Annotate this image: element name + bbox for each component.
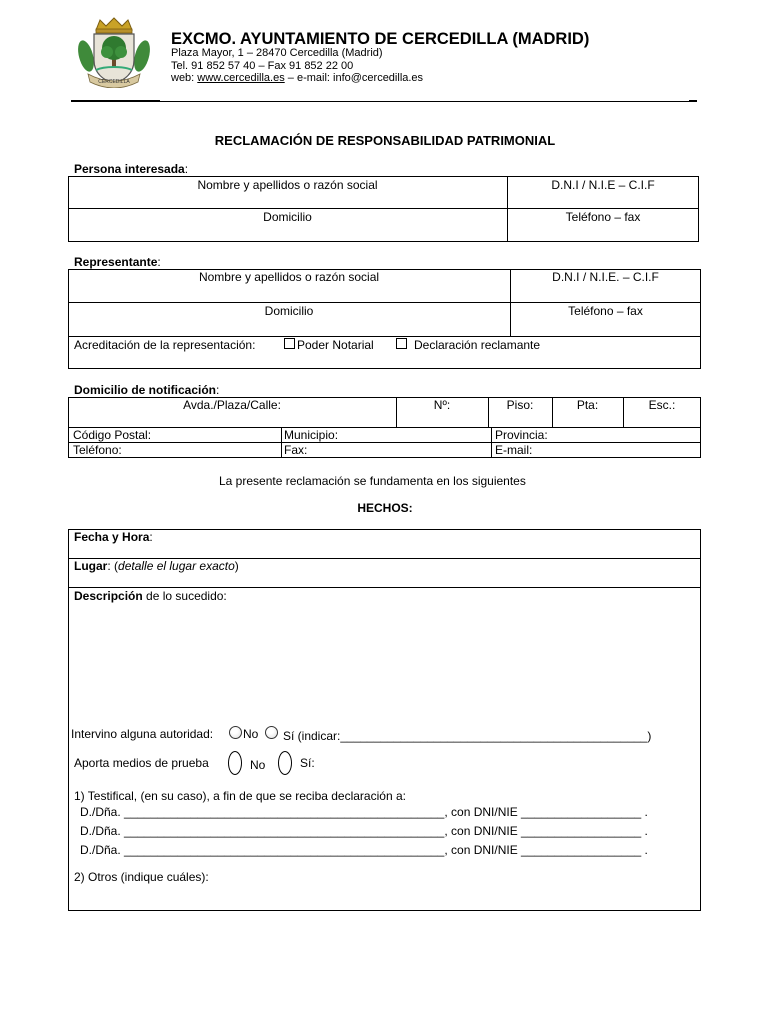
- fundamento-text: La presente reclamación se fundamenta en los siguientes: [219, 474, 526, 488]
- poder-notarial-label: Poder Notarial: [297, 338, 374, 352]
- representante-heading-label: Representante: [74, 255, 158, 269]
- interesada-dni-field[interactable]: D.N.I / N.I.E – C.I.F: [551, 178, 655, 192]
- representante-heading: [74, 255, 161, 269]
- interesada-heading: [74, 162, 188, 176]
- prueba-no-label: No: [250, 758, 266, 772]
- fecha-hora-colon: :: [149, 530, 153, 544]
- header-rule-right-thick: [689, 100, 697, 102]
- autoridad-si-radio[interactable]: [265, 726, 278, 739]
- notif-bottom-col-2: [491, 427, 492, 458]
- testifical-text: 1) Testifical, (en su caso), a fin de que se reciba declaración a:: [74, 789, 406, 803]
- piso-field[interactable]: Piso:: [506, 398, 534, 412]
- header-address: Plaza Mayor, 1 – 28470 Cercedilla (Madrid): [171, 47, 383, 59]
- representante-heading-colon: :: [157, 255, 161, 269]
- poder-notarial-checkbox[interactable]: [284, 338, 295, 349]
- fax-field[interactable]: Fax:: [284, 443, 308, 457]
- codigo-postal-field[interactable]: Código Postal:: [73, 428, 152, 442]
- web-link[interactable]: www.cercedilla.es: [197, 72, 285, 84]
- notificacion-heading-colon: :: [216, 383, 220, 397]
- autoridad-no-label: No: [243, 727, 259, 741]
- prueba-si-option[interactable]: [278, 751, 292, 775]
- hechos-title: HECHOS:: [357, 501, 413, 515]
- testigo-line[interactable]: D./Dña. ________________________________________________, con DNI/NIE __________________ .: [80, 843, 648, 857]
- web-prefix: web:: [171, 72, 198, 84]
- pta-field[interactable]: Pta:: [576, 398, 599, 412]
- descripcion-label: Descripción: [74, 589, 143, 603]
- representante-domicilio-field[interactable]: Domicilio: [264, 304, 314, 318]
- lugar-close: ): [234, 559, 239, 573]
- lugar-colon: : (: [107, 559, 119, 573]
- representante-table: [68, 269, 701, 369]
- notificacion-heading: [74, 383, 219, 397]
- notif-bottom-row-divider: [68, 442, 701, 443]
- otros-text: 2) Otros (indique cuáles):: [74, 870, 209, 884]
- interesada-row-divider: [68, 208, 699, 209]
- interesada-heading-colon: :: [184, 162, 189, 176]
- descripcion-rest: de lo sucedido:: [142, 589, 227, 603]
- representante-telefono-field[interactable]: Teléfono – fax: [568, 304, 643, 318]
- telefono-field[interactable]: Teléfono:: [73, 443, 122, 457]
- representante-dni-field[interactable]: D.N.I / N.I.E. – C.I.F: [552, 270, 659, 284]
- esc-field[interactable]: Esc.:: [648, 398, 676, 412]
- representante-name-field[interactable]: Nombre y apellidos o razón social: [198, 270, 380, 284]
- logo-ribbon-text: CERCEDILLA: [98, 79, 130, 85]
- declaracion-reclamante-checkbox[interactable]: [396, 338, 407, 349]
- lugar-field[interactable]: [74, 559, 239, 573]
- acreditacion-label: Acreditación de la representación:: [74, 338, 256, 352]
- page-title: EXCMO. AYUNTAMIENTO DE CERCEDILLA (MADRID): [171, 30, 590, 48]
- representante-row-divider-1: [68, 302, 701, 303]
- lugar-label: Lugar: [74, 559, 108, 573]
- fecha-hora-field[interactable]: [74, 530, 153, 544]
- header-web: [171, 71, 423, 85]
- interesada-telefono-field[interactable]: Teléfono – fax: [565, 210, 641, 224]
- provincia-field[interactable]: Provincia:: [495, 428, 548, 442]
- prueba-no-option[interactable]: [228, 751, 242, 775]
- form-title: RECLAMACIÓN DE RESPONSABILIDAD PATRIMONIAL: [214, 133, 556, 148]
- web-email: – e-mail: info@cercedilla.es: [284, 72, 424, 84]
- autoridad-label: Intervino alguna autoridad:: [71, 727, 214, 741]
- testigo-line[interactable]: D./Dña. ________________________________________________, con DNI/NIE __________________ .: [80, 805, 648, 819]
- descripcion-field[interactable]: [74, 589, 227, 603]
- hechos-row-divider-2: [68, 587, 701, 588]
- autoridad-si-label[interactable]: Sí (indicar:______________________________________________): [283, 729, 652, 743]
- notif-bottom-col-1: [281, 427, 282, 458]
- notificacion-heading-label: Domicilio de notificación: [74, 383, 217, 397]
- representante-row-divider-2: [68, 336, 701, 337]
- lugar-hint: detalle el lugar exacto: [118, 559, 235, 573]
- via-field[interactable]: Avda./Plaza/Calle:: [183, 398, 281, 412]
- fecha-hora-label: Fecha y Hora: [74, 530, 150, 544]
- interesada-heading-label: Persona interesada: [74, 162, 185, 176]
- email-field[interactable]: E-mail:: [495, 443, 533, 457]
- header-rule: [71, 101, 697, 102]
- declaracion-reclamante-label: Declaración reclamante: [414, 338, 541, 352]
- interesada-domicilio-field[interactable]: Domicilio: [263, 210, 312, 224]
- autoridad-no-radio[interactable]: [229, 726, 242, 739]
- header-phone: Tel. 91 852 57 40 – Fax 91 852 22 00: [171, 60, 354, 72]
- interesada-name-field[interactable]: Nombre y apellidos o razón social: [197, 178, 378, 192]
- municipal-crest-logo: [74, 16, 154, 88]
- testigo-line[interactable]: D./Dña. ________________________________________________, con DNI/NIE __________________ .: [80, 824, 648, 838]
- prueba-si-label: Sí:: [300, 756, 315, 770]
- municipio-field[interactable]: Municipio:: [284, 428, 339, 442]
- numero-field[interactable]: Nº:: [433, 398, 451, 412]
- header-rule-left-thick: [71, 100, 160, 102]
- prueba-label: Aporta medios de prueba: [74, 756, 209, 770]
